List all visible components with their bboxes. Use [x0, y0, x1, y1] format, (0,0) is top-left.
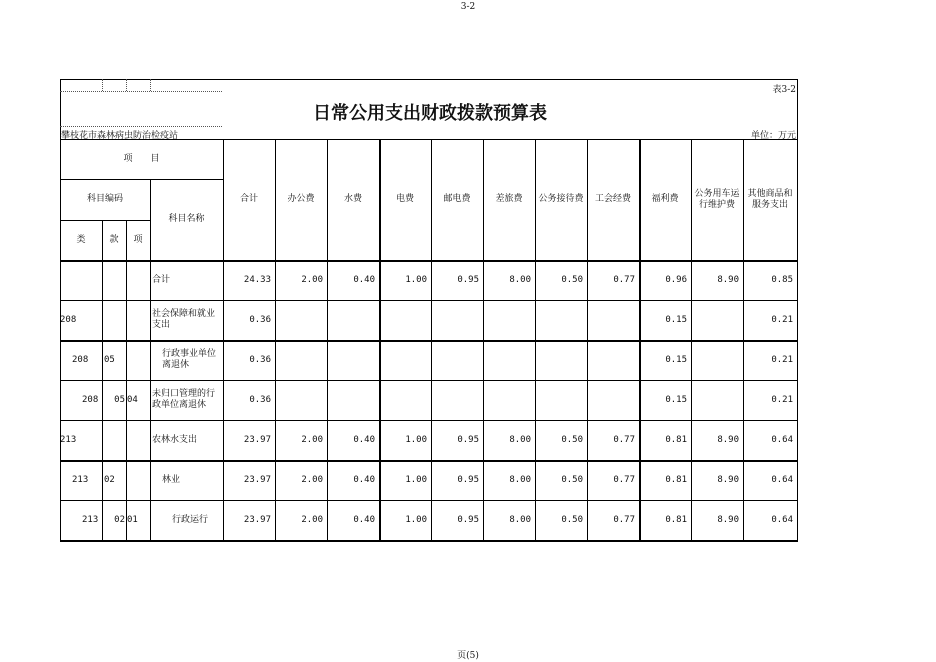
- header-col: 工会经费: [594, 194, 631, 204]
- cell-value: [587, 340, 639, 380]
- cell-subject-name: 社会保障和就业支出: [152, 309, 216, 330]
- cell-value: [275, 380, 327, 420]
- cell-value: [275, 340, 327, 380]
- cell-xiang: [126, 260, 150, 300]
- unit-organization: 攀枝花市森林病虫防治检疫站: [61, 131, 179, 141]
- header-col: 福利费: [651, 194, 679, 204]
- grid-line: [150, 179, 151, 541]
- page-title: 日常公用支出财政拨款预算表: [313, 103, 547, 124]
- cell-kuan: [102, 260, 126, 300]
- cell-kuan: [102, 420, 126, 460]
- cell-value: 1.00: [405, 474, 427, 485]
- cell-lei: 208: [72, 354, 89, 365]
- header-col: 邮电费: [443, 194, 471, 204]
- cell-kuan: 02: [104, 474, 115, 485]
- cell-value: [587, 380, 639, 420]
- grid-line: [691, 139, 692, 541]
- cell-kuan: 02: [114, 514, 125, 525]
- grid-line: [223, 139, 224, 541]
- cell-xiang: [126, 420, 150, 460]
- cell-value: [691, 380, 743, 420]
- cell-value: [691, 340, 743, 380]
- grid-line: [535, 139, 536, 541]
- cell-value: [431, 340, 483, 380]
- cell-lei: 213: [72, 474, 89, 485]
- cell-lei: 213: [82, 514, 99, 525]
- cell-value: 0.95: [457, 514, 479, 525]
- header-col: 公务接待费: [538, 194, 584, 204]
- cell-value: 0.95: [457, 474, 479, 485]
- cell-value: 0.50: [561, 274, 583, 285]
- header-kuan: 款: [109, 234, 119, 245]
- cell-value: 0.81: [665, 434, 687, 445]
- cell-kuan: [102, 300, 126, 340]
- cell-value: 8.00: [509, 514, 531, 525]
- header-col: 其他商品和服务支出: [747, 188, 793, 210]
- cell-value: [379, 380, 431, 420]
- header-col: 公务用车运行维护费: [694, 188, 740, 210]
- cell-value: 0.36: [249, 394, 271, 405]
- cell-value: [483, 340, 535, 380]
- cell-value: [431, 300, 483, 340]
- cell-value: 0.77: [613, 514, 635, 525]
- cell-value: 0.36: [249, 354, 271, 365]
- table-id: 表3-2: [772, 85, 796, 95]
- cell-value: 0.64: [771, 514, 793, 525]
- cell-subject-name: 行政事业单位离退休: [162, 349, 217, 370]
- cell-value: 0.15: [665, 314, 687, 325]
- cell-xiang: 01: [127, 514, 138, 525]
- cell-xiang: [126, 340, 150, 380]
- header-item: 项 目: [123, 153, 160, 164]
- cell-value: 0.50: [561, 434, 583, 445]
- grid-line: [60, 420, 798, 421]
- grid-line: [379, 139, 381, 541]
- cell-value: 23.97: [243, 474, 271, 485]
- cell-value: 2.00: [301, 514, 323, 525]
- cell-value: 23.97: [243, 514, 271, 525]
- grid-line: [60, 500, 798, 501]
- grid-line: [639, 139, 641, 541]
- cell-value: 0.40: [353, 434, 375, 445]
- cell-xiang: 04: [127, 394, 138, 405]
- cell-value: 1.00: [405, 274, 427, 285]
- grid-line: [431, 139, 432, 541]
- cell-value: [327, 300, 379, 340]
- cell-value: 8.90: [717, 474, 739, 485]
- cell-value: 24.33: [243, 274, 271, 285]
- cell-value: [483, 300, 535, 340]
- header-code: 科目编码: [86, 194, 123, 204]
- cell-value: 8.90: [717, 434, 739, 445]
- cell-value: [535, 340, 587, 380]
- cell-value: [691, 300, 743, 340]
- cell-value: [431, 380, 483, 420]
- cell-lei: [60, 260, 102, 300]
- grid-line: [60, 220, 150, 221]
- cell-value: [483, 380, 535, 420]
- cell-xiang: [126, 300, 150, 340]
- cell-value: [275, 300, 327, 340]
- grid-line: [60, 179, 223, 180]
- cell-subject-name: 农林水支出: [152, 434, 198, 445]
- cell-value: 0.40: [353, 514, 375, 525]
- cell-value: 0.95: [457, 434, 479, 445]
- cell-value: 0.95: [457, 274, 479, 285]
- cell-lei: 208: [60, 314, 77, 325]
- cell-value: 0.15: [665, 354, 687, 365]
- cell-value: [327, 340, 379, 380]
- grid-line: [60, 300, 798, 301]
- grid-line: [797, 139, 798, 541]
- grid-line: [587, 139, 588, 541]
- cell-value: 0.21: [771, 354, 793, 365]
- grid-line: [60, 260, 798, 262]
- cell-value: 8.00: [509, 274, 531, 285]
- cell-value: 8.00: [509, 434, 531, 445]
- cell-value: 0.36: [249, 314, 271, 325]
- header-col: 电费: [395, 194, 414, 204]
- cell-value: 0.50: [561, 514, 583, 525]
- cell-subject-name: 合计: [152, 274, 171, 285]
- cell-value: 2.00: [301, 474, 323, 485]
- cell-value: 2.00: [301, 274, 323, 285]
- grid-line: [60, 540, 798, 542]
- cell-value: 23.97: [243, 434, 271, 445]
- cell-value: [587, 300, 639, 340]
- cell-value: 0.77: [613, 474, 635, 485]
- grid-line: [275, 139, 276, 541]
- cell-value: [379, 300, 431, 340]
- header-col: 办公费: [287, 194, 315, 204]
- page-header: 3-2: [460, 2, 476, 12]
- cell-value: 0.21: [771, 314, 793, 325]
- cell-value: 0.21: [771, 394, 793, 405]
- header-col: 差旅费: [495, 194, 523, 204]
- cell-value: [379, 340, 431, 380]
- header-name: 科目名称: [168, 214, 205, 224]
- cell-xiang: [126, 460, 150, 500]
- grid-line: [60, 139, 798, 140]
- cell-value: 8.90: [717, 514, 739, 525]
- cell-value: 8.90: [717, 274, 739, 285]
- header-col: 水费: [343, 194, 362, 204]
- header-col: 合计: [239, 194, 258, 204]
- cell-value: 0.85: [771, 274, 793, 285]
- cell-value: 1.00: [405, 434, 427, 445]
- cell-subject-name: 未归口管理的行政单位离退休: [152, 389, 216, 410]
- cell-value: 0.40: [353, 274, 375, 285]
- header-lei: 类: [76, 234, 86, 245]
- cell-value: 8.00: [509, 474, 531, 485]
- cell-value: [535, 300, 587, 340]
- cell-value: [327, 380, 379, 420]
- grid-line: [483, 139, 484, 541]
- cell-subject-name: 林业: [162, 474, 181, 485]
- grid-line: [60, 340, 798, 342]
- grid-line: [60, 460, 798, 462]
- header-xiang: 项: [133, 234, 143, 245]
- cell-value: 0.81: [665, 474, 687, 485]
- cell-value: 0.15: [665, 394, 687, 405]
- cell-lei: 208: [82, 394, 99, 405]
- budget-table: [60, 139, 798, 541]
- cell-value: [535, 380, 587, 420]
- grid-line: [743, 139, 744, 541]
- cell-value: 0.64: [771, 434, 793, 445]
- cell-value: 0.96: [665, 274, 687, 285]
- cell-value: 0.40: [353, 474, 375, 485]
- cell-value: 0.81: [665, 514, 687, 525]
- grid-line: [60, 139, 61, 541]
- page-footer: 页(5): [457, 651, 479, 661]
- cell-subject-name: 行政运行: [172, 514, 209, 525]
- cell-value: 0.77: [613, 274, 635, 285]
- cell-lei: 213: [60, 434, 77, 445]
- unit-label: 单位：万元: [750, 131, 796, 141]
- grid-line: [327, 139, 328, 541]
- grid-line: [60, 380, 798, 381]
- grid-line: [126, 220, 127, 541]
- cell-value: 0.50: [561, 474, 583, 485]
- cell-value: 0.64: [771, 474, 793, 485]
- cell-value: 0.77: [613, 434, 635, 445]
- cell-value: 2.00: [301, 434, 323, 445]
- grid-line: [102, 220, 103, 541]
- cell-kuan: 05: [104, 354, 115, 365]
- cell-value: 1.00: [405, 514, 427, 525]
- cell-kuan: 05: [114, 394, 125, 405]
